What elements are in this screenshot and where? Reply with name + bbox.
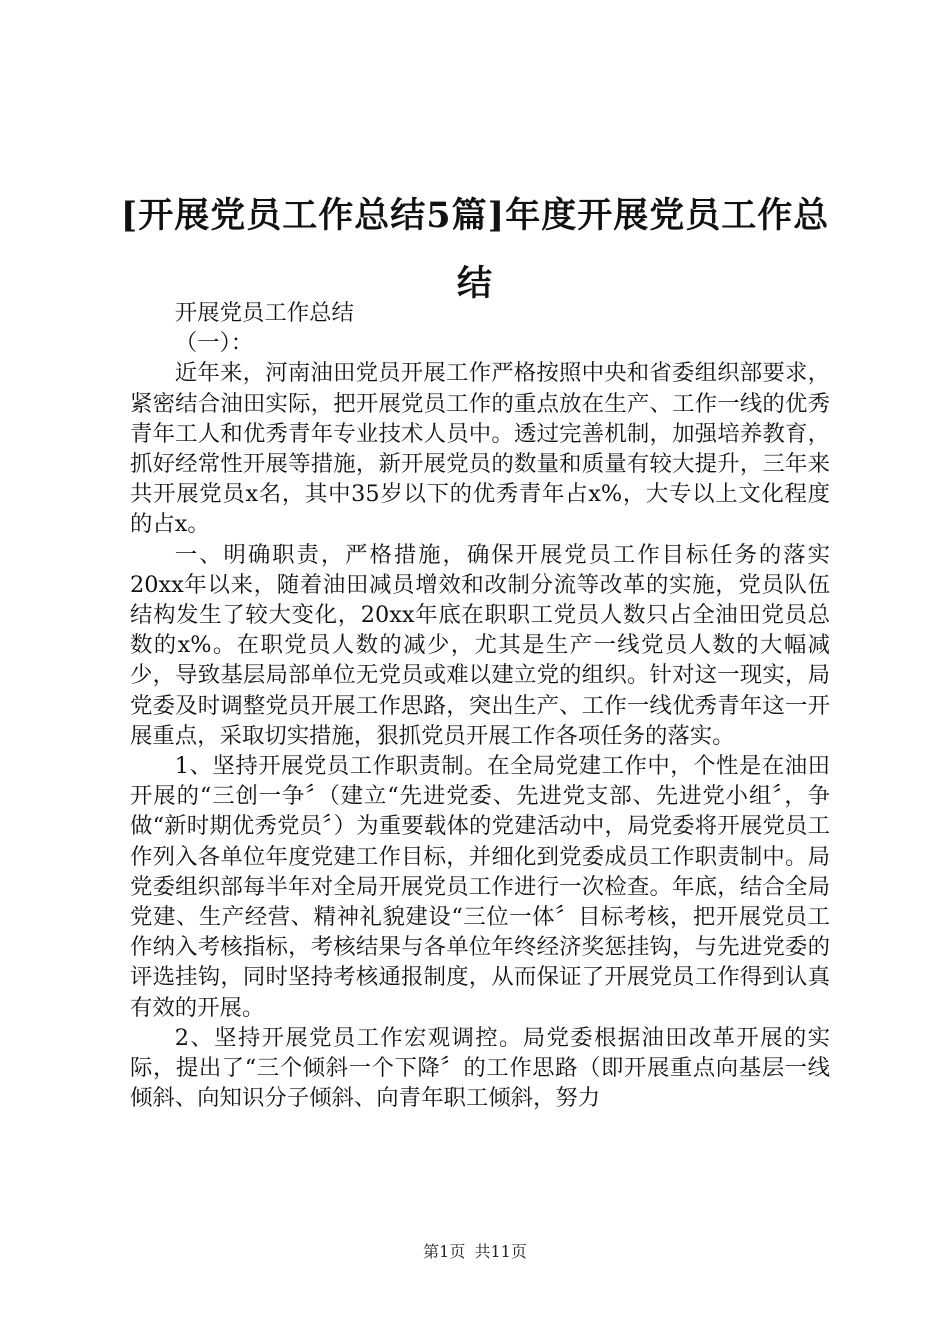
paragraph: 1、坚持开展党员工作职责制。在全局党建工作中，个性是在油田开展的“三创一争〞（建立“先进党委、先进党支部、先进党小组〞，争做“新时期优秀党员〞）为重要载体的党建活动中，局党委将开展党员工作列入各单位年度党建工作目标，并细化到党委成员工作职责制中。局党委组织部每半年对全局开展党员工作进行一次检查。年底，结合全局党建、生产经营、精神礼貌建设“三位一体〞目标考核，把开展党员工作纳入考核指标，考核结果与各单位年终经济奖惩挂钩，与先进党委的评选挂钩，同时坚持考核通报制度，从而保证了开展党员工作得到认真有效的开展。 (130, 753, 830, 1021)
paragraph: 近年来，河南油田党员开展工作严格按照中央和省委组织部要求，紧密结合油田实际，把开展党员工作的重点放在生产、工作一线的优秀青年工人和优秀青年专业技术人员中。透过完善机制，加强培养教育，抓好经常性开展等措施，新开展党员的数量和质量有较大提升，三年来共开展党员x名，其中35岁以下的优秀青年占x%，大专以上文化程度的占x。 (130, 360, 830, 538)
page-total: 共11页 (474, 1242, 527, 1261)
section-label: （一）： (174, 330, 254, 357)
page-footer (0, 1241, 950, 1263)
paragraph: 一、明确职责，严格措施，确保开展党员工作目标任务的落实20xx年以来，随着油田减员增效和改制分流等改革的实施，党员队伍结构发生了较大变化，20xx年底在职职工党员人数只占全油田党员总数的x%。在职党员人数的减少，尤其是生产一线党员人数的大幅减少，导致基层局部单位无党员或难以建立党的组织。针对这一现实，局党委及时调整党员开展工作思路，突出生产、工作一线优秀青年这一开展重点，采取切实措施，狠抓党员开展工作各项任务的落实。 (130, 541, 830, 749)
document-title: [开展党员工作总结5篇]年度开展党员工作总结 (120, 195, 830, 304)
subtitle: 开展党员工作总结 (174, 300, 354, 326)
document-body (130, 298, 830, 1113)
page-number: 第1页 (423, 1242, 466, 1261)
paragraph: 2、坚持开展党员工作宏观调控。局党委根据油田改革开展的实际，提出了“三个倾斜一个下降〞的工作思路（即开展重点向基层一线倾斜、向知识分子倾斜、向青年职工倾斜，努力 (130, 1024, 830, 1112)
